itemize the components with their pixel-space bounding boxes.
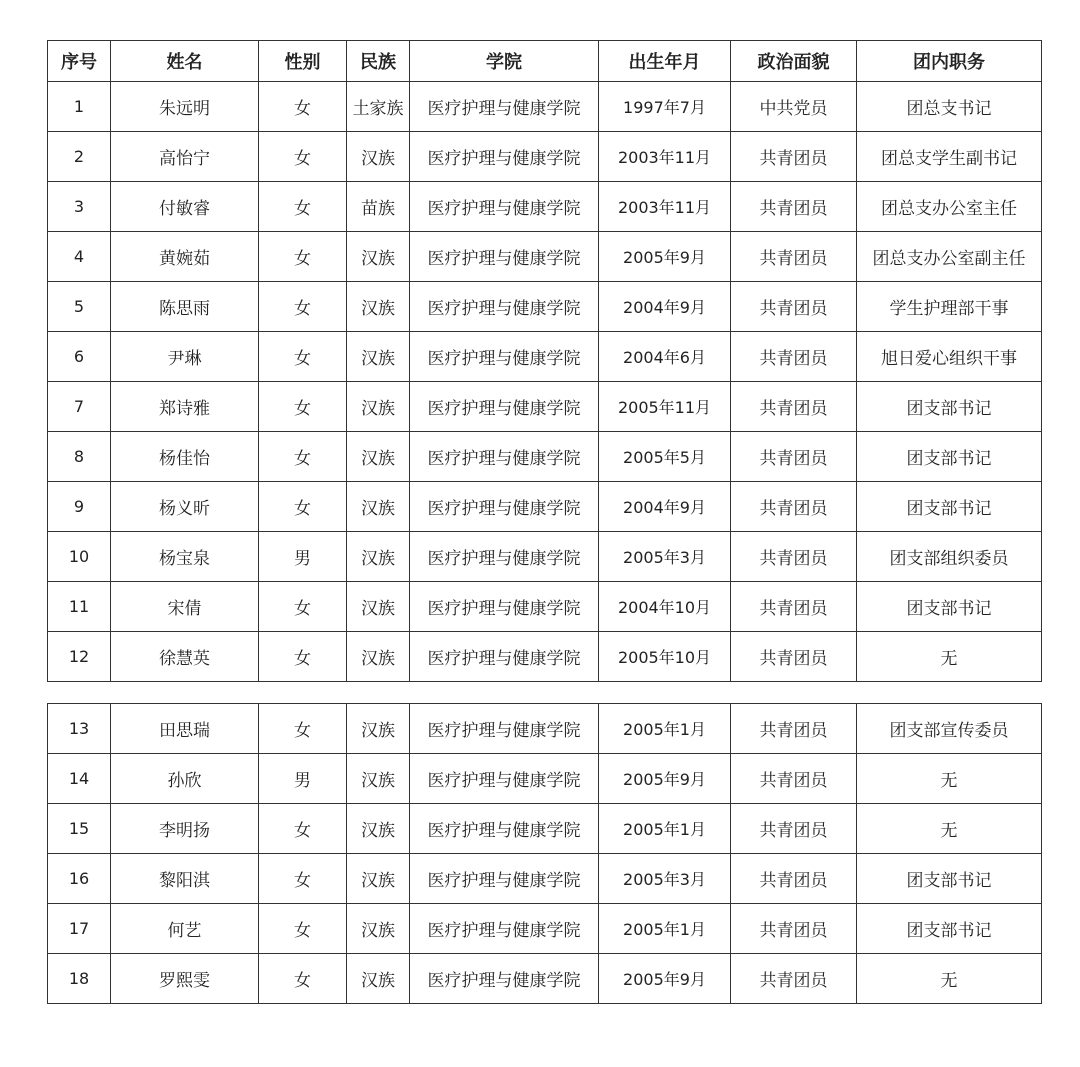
member-position: 无 <box>857 754 1042 804</box>
member-ethnicity: 汉族 <box>347 804 410 854</box>
member-name: 杨宝泉 <box>111 532 259 582</box>
member-political-status: 共青团员 <box>731 754 857 804</box>
member-ethnicity: 汉族 <box>347 854 410 904</box>
member-gender: 女 <box>259 904 347 954</box>
member-ethnicity: 汉族 <box>347 532 410 582</box>
member-political-status: 共青团员 <box>731 632 857 682</box>
member-college: 医疗护理与健康学院 <box>410 532 599 582</box>
member-college: 医疗护理与健康学院 <box>410 382 599 432</box>
member-position: 团支部组织委员 <box>857 532 1042 582</box>
member-birth: 1997年7月 <box>599 82 731 132</box>
member-college: 医疗护理与健康学院 <box>410 632 599 682</box>
member-gender: 女 <box>259 954 347 1004</box>
member-gender: 女 <box>259 182 347 232</box>
table-row <box>48 332 1042 382</box>
member-gender: 女 <box>259 704 347 754</box>
member-birth: 2004年6月 <box>599 332 731 382</box>
table-row <box>48 232 1042 282</box>
row-number: 13 <box>48 704 111 754</box>
member-ethnicity: 汉族 <box>347 582 410 632</box>
member-gender: 女 <box>259 82 347 132</box>
member-ethnicity: 汉族 <box>347 754 410 804</box>
member-college: 医疗护理与健康学院 <box>410 954 599 1004</box>
member-birth: 2005年3月 <box>599 532 731 582</box>
member-name: 宋倩 <box>111 582 259 632</box>
member-position: 团支部书记 <box>857 582 1042 632</box>
member-political-status: 共青团员 <box>731 804 857 854</box>
member-ethnicity: 汉族 <box>347 332 410 382</box>
member-ethnicity: 汉族 <box>347 954 410 1004</box>
member-college: 医疗护理与健康学院 <box>410 582 599 632</box>
row-number: 17 <box>48 904 111 954</box>
member-ethnicity: 汉族 <box>347 632 410 682</box>
member-college: 医疗护理与健康学院 <box>410 132 599 182</box>
header-college: 学院 <box>410 41 599 82</box>
member-name: 高怡宁 <box>111 132 259 182</box>
member-birth: 2003年11月 <box>599 132 731 182</box>
member-position: 团支部书记 <box>857 432 1042 482</box>
table-row <box>48 132 1042 182</box>
table-row <box>48 854 1042 904</box>
member-birth: 2005年9月 <box>599 754 731 804</box>
member-birth: 2005年1月 <box>599 904 731 954</box>
member-ethnicity: 土家族 <box>347 82 410 132</box>
member-political-status: 共青团员 <box>731 532 857 582</box>
member-gender: 男 <box>259 532 347 582</box>
member-birth: 2005年9月 <box>599 954 731 1004</box>
member-gender: 女 <box>259 804 347 854</box>
member-political-status: 共青团员 <box>731 282 857 332</box>
member-college: 医疗护理与健康学院 <box>410 754 599 804</box>
header-position: 团内职务 <box>857 41 1042 82</box>
member-name: 徐慧英 <box>111 632 259 682</box>
member-gender: 女 <box>259 482 347 532</box>
row-number: 5 <box>48 282 111 332</box>
member-name: 付敏睿 <box>111 182 259 232</box>
table-row <box>48 704 1042 754</box>
table-row <box>48 954 1042 1004</box>
header-ethnicity: 民族 <box>347 41 410 82</box>
member-name: 尹琳 <box>111 332 259 382</box>
member-political-status: 共青团员 <box>731 482 857 532</box>
row-number: 18 <box>48 954 111 1004</box>
header-political: 政治面貌 <box>731 41 857 82</box>
member-college: 医疗护理与健康学院 <box>410 804 599 854</box>
table-row <box>48 482 1042 532</box>
member-political-status: 共青团员 <box>731 382 857 432</box>
header-row <box>48 41 1042 82</box>
member-political-status: 共青团员 <box>731 232 857 282</box>
member-college: 医疗护理与健康学院 <box>410 482 599 532</box>
member-gender: 女 <box>259 432 347 482</box>
member-ethnicity: 汉族 <box>347 432 410 482</box>
member-gender: 女 <box>259 854 347 904</box>
header-name: 姓名 <box>111 41 259 82</box>
member-political-status: 共青团员 <box>731 132 857 182</box>
header-birth: 出生年月 <box>599 41 731 82</box>
member-position: 团总支办公室主任 <box>857 182 1042 232</box>
member-political-status: 共青团员 <box>731 582 857 632</box>
row-number: 12 <box>48 632 111 682</box>
member-name: 何艺 <box>111 904 259 954</box>
member-college: 医疗护理与健康学院 <box>410 432 599 482</box>
member-position: 团总支办公室副主任 <box>857 232 1042 282</box>
member-birth: 2005年10月 <box>599 632 731 682</box>
row-number: 7 <box>48 382 111 432</box>
member-name: 罗熙雯 <box>111 954 259 1004</box>
header-gender: 性别 <box>259 41 347 82</box>
member-birth: 2003年11月 <box>599 182 731 232</box>
table-row <box>48 432 1042 482</box>
member-gender: 女 <box>259 632 347 682</box>
member-name: 孙欣 <box>111 754 259 804</box>
row-number: 8 <box>48 432 111 482</box>
member-position: 团支部书记 <box>857 854 1042 904</box>
member-position: 无 <box>857 954 1042 1004</box>
member-position: 团总支书记 <box>857 82 1042 132</box>
row-number: 16 <box>48 854 111 904</box>
member-birth: 2005年9月 <box>599 232 731 282</box>
member-birth: 2004年10月 <box>599 582 731 632</box>
member-name: 陈思雨 <box>111 282 259 332</box>
member-name: 杨义昕 <box>111 482 259 532</box>
header-no: 序号 <box>48 41 111 82</box>
row-number: 1 <box>48 82 111 132</box>
member-political-status: 共青团员 <box>731 704 857 754</box>
row-number: 4 <box>48 232 111 282</box>
member-ethnicity: 汉族 <box>347 232 410 282</box>
member-gender: 女 <box>259 232 347 282</box>
member-college: 医疗护理与健康学院 <box>410 182 599 232</box>
member-ethnicity: 苗族 <box>347 182 410 232</box>
member-ethnicity: 汉族 <box>347 482 410 532</box>
member-birth: 2005年5月 <box>599 432 731 482</box>
member-college: 医疗护理与健康学院 <box>410 232 599 282</box>
member-name: 杨佳怡 <box>111 432 259 482</box>
member-political-status: 共青团员 <box>731 854 857 904</box>
member-college: 医疗护理与健康学院 <box>410 82 599 132</box>
member-position: 无 <box>857 804 1042 854</box>
member-gender: 女 <box>259 382 347 432</box>
member-political-status: 共青团员 <box>731 904 857 954</box>
member-table-continued <box>47 703 1042 1004</box>
row-number: 2 <box>48 132 111 182</box>
member-birth: 2005年1月 <box>599 804 731 854</box>
member-position: 团支部宣传委员 <box>857 704 1042 754</box>
member-ethnicity: 汉族 <box>347 704 410 754</box>
row-number: 14 <box>48 754 111 804</box>
table-row <box>48 532 1042 582</box>
member-position: 团支部书记 <box>857 482 1042 532</box>
member-position: 旭日爱心组织干事 <box>857 332 1042 382</box>
member-position: 团总支学生副书记 <box>857 132 1042 182</box>
member-political-status: 共青团员 <box>731 182 857 232</box>
member-gender: 女 <box>259 132 347 182</box>
member-name: 李明扬 <box>111 804 259 854</box>
member-name: 黎阳淇 <box>111 854 259 904</box>
row-number: 10 <box>48 532 111 582</box>
member-birth: 2005年3月 <box>599 854 731 904</box>
row-number: 9 <box>48 482 111 532</box>
member-gender: 男 <box>259 754 347 804</box>
member-political-status: 共青团员 <box>731 954 857 1004</box>
member-political-status: 中共党员 <box>731 82 857 132</box>
member-gender: 女 <box>259 282 347 332</box>
member-birth: 2004年9月 <box>599 482 731 532</box>
row-number: 15 <box>48 804 111 854</box>
member-name: 郑诗雅 <box>111 382 259 432</box>
member-political-status: 共青团员 <box>731 332 857 382</box>
member-name: 朱远明 <box>111 82 259 132</box>
member-college: 医疗护理与健康学院 <box>410 282 599 332</box>
table-row <box>48 804 1042 854</box>
member-college: 医疗护理与健康学院 <box>410 904 599 954</box>
member-position: 学生护理部干事 <box>857 282 1042 332</box>
member-ethnicity: 汉族 <box>347 282 410 332</box>
member-birth: 2005年1月 <box>599 704 731 754</box>
member-gender: 女 <box>259 332 347 382</box>
table-row <box>48 82 1042 132</box>
table-row <box>48 632 1042 682</box>
member-political-status: 共青团员 <box>731 432 857 482</box>
member-position: 团支部书记 <box>857 382 1042 432</box>
table-row <box>48 904 1042 954</box>
table-row <box>48 382 1042 432</box>
member-birth: 2005年11月 <box>599 382 731 432</box>
member-gender: 女 <box>259 582 347 632</box>
row-number: 6 <box>48 332 111 382</box>
member-birth: 2004年9月 <box>599 282 731 332</box>
table-row <box>48 182 1042 232</box>
table-row <box>48 754 1042 804</box>
member-college: 医疗护理与健康学院 <box>410 332 599 382</box>
table-row <box>48 282 1042 332</box>
member-college: 医疗护理与健康学院 <box>410 704 599 754</box>
member-ethnicity: 汉族 <box>347 382 410 432</box>
member-name: 田思瑞 <box>111 704 259 754</box>
row-number: 11 <box>48 582 111 632</box>
member-ethnicity: 汉族 <box>347 904 410 954</box>
row-number: 3 <box>48 182 111 232</box>
member-position: 团支部书记 <box>857 904 1042 954</box>
member-name: 黄婉茹 <box>111 232 259 282</box>
member-position: 无 <box>857 632 1042 682</box>
member-ethnicity: 汉族 <box>347 132 410 182</box>
member-table <box>47 40 1042 682</box>
table-row <box>48 582 1042 632</box>
member-college: 医疗护理与健康学院 <box>410 854 599 904</box>
